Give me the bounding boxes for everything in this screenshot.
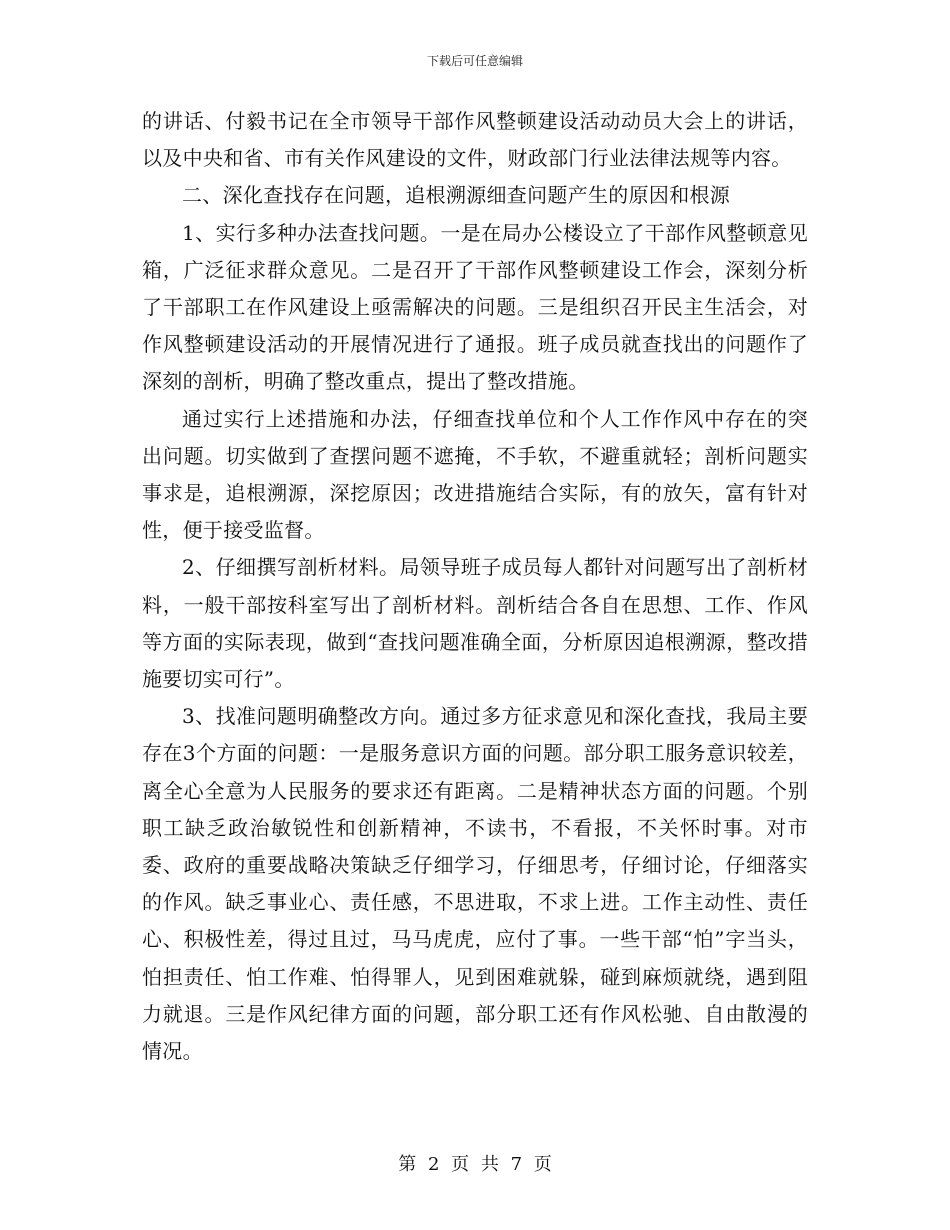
paragraph-4: 通过实行上述措施和办法，仔细查找单位和个人工作作风中存在的突出问题。切实做到了查摆问题不遮掩，不手软，不避重就轻；剖析问题实事求是，追根溯源，深挖原因；改进措施结合实际，有的放矢，富有针对性，便于接受监督。 (142, 406, 808, 543)
paragraph-3: 1、实行多种办法查找问题。一是在局办公楼设立了干部作风整顿意见箱，广泛征求群众意见。二是召开了干部作风整顿建设工作会，深刻分析了干部职工在作风建设上亟需解决的问题。三是组织召开民主生活会，对作风整顿建设活动的开展情况进行了通报。班子成员就查找出的问题作了深刻的剖析，明确了整改重点，提出了整改措施。 (142, 220, 808, 394)
paragraph-1: 的讲话、付毅书记在全市领导干部作风整顿建设活动动员大会上的讲话，以及中央和省、市有关作风建设的文件，财政部门行业法律法规等内容。 (142, 109, 808, 171)
paragraph-6: 3、找准问题明确整改方向。通过多方征求意见和深化查找，我局主要存在3个方面的问题：一是服务意识方面的问题。部分职工服务意识较差，离全心全意为人民服务的要求还有距离。二是精神状态方面的问题。个别职工缺乏政治敏锐性和创新精神，不读书，不看报，不关怀时事。对市委、政府的重要战略决策缺乏仔细学习，仔细思考，仔细讨论，仔细落实的作风。缺乏事业心、责任感，不思进取，不求上进。工作主动性、责任心、积极性差，得过且过，马马虎虎，应付了事。一些干部“怕”字当头，怕担责任、怕工作难、怕得罪人，见到困难就躲，碰到麻烦就绕，遇到阻力就退。三是作风纪律方面的问题，部分职工还有作风松驰、自由散漫的情况。 (142, 704, 808, 1064)
paragraph-5: 2、仔细撰写剖析材料。局领导班子成员每人都针对问题写出了剖析材料，一般干部按科室写出了剖析材料。剖析结合各自在思想、工作、作风等方面的实际表现，做到“查找问题准确全面，分析原因追根溯源，整改措施要切实可行”。 (142, 555, 808, 692)
section-heading: 二、深化查找存在问题，追根溯源细查问题产生的原因和根源 (182, 183, 731, 208)
page-header: 下载后可任意编辑 (426, 54, 523, 68)
document-body (142, 103, 808, 1070)
page-footer: 第 2 页 共 7 页 (398, 1154, 552, 1175)
